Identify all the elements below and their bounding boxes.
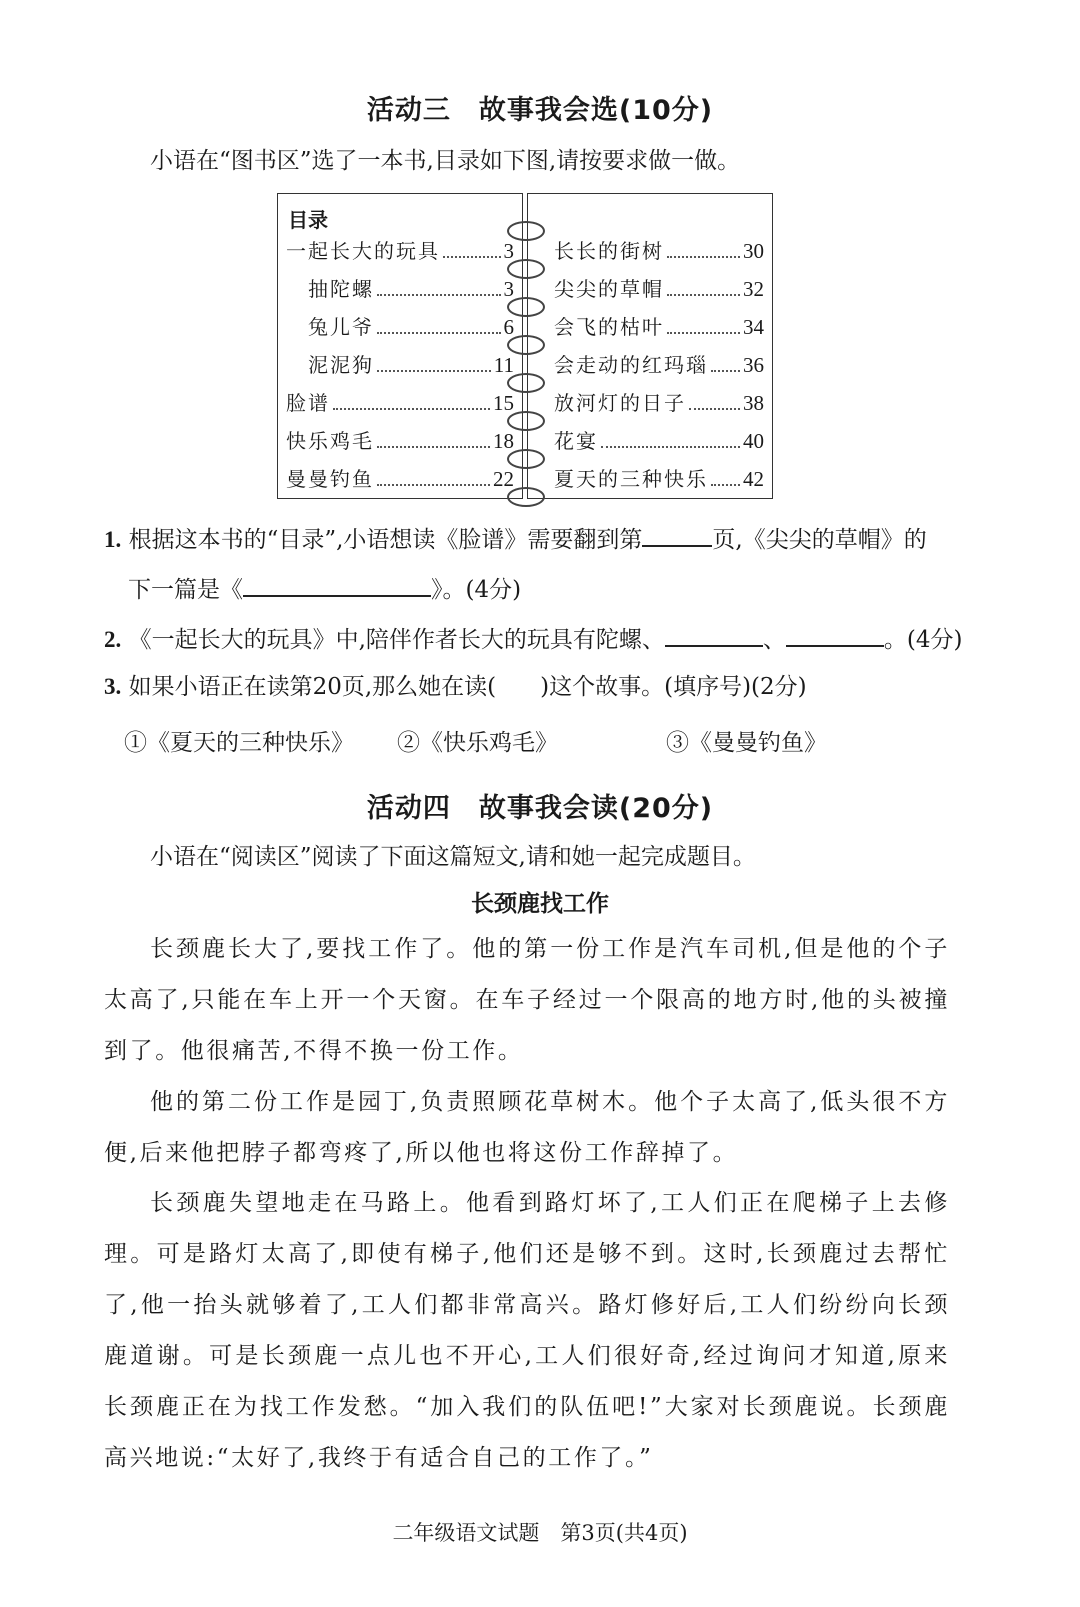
toc-entry-title: 会走动的红玛瑙 [554,353,708,377]
toc-entry-page: 36 [743,353,764,377]
toc-entry [554,428,764,454]
toc-leader-dots [711,370,740,372]
toc-entry-page: 40 [743,429,764,453]
toc-entry [286,466,514,492]
toc-entry-title: 一起长大的玩具 [286,239,440,263]
toc-entry-page: 6 [503,315,514,339]
toc-title: 目录 [288,208,328,232]
question-3: 3. 如果小语正在读第20页,那么她在读( )这个故事。(填序号)(2分) [104,674,807,700]
binding-ring-icon [507,449,545,469]
toc-entry [554,352,764,378]
activity4-heading: 活动四 故事我会读(20分) [366,793,714,824]
question-number: 3. [104,674,122,699]
question-2: 2. 《一起长大的玩具》中,陪伴作者长大的玩具有陀螺、 、 。(4分) [104,621,962,655]
toc-entry-page: 3 [503,277,514,301]
toc-leader-dots [667,294,740,296]
toc-entry-title: 夏天的三种快乐 [554,467,708,491]
question-1: 1. 根据这本书的“目录”,小语想读《脸谱》需要翻到第 页,《尖尖的草帽》的 [104,521,927,555]
toc-leader-dots [333,408,490,410]
story-paragraph-2: 他的第二份工作是园丁,负责照顾花草树木。他个子太高了,低头很不方便,后来他把脖子都弯疼了,所以他也将这份工作辞掉了。 [104,1089,950,1166]
binding-ring-icon [507,335,545,355]
toc-entry-page: 18 [493,429,514,453]
toc-entry-page: 3 [503,239,514,263]
toc-leader-dots [377,370,491,372]
toc-entry-page: 15 [493,391,514,415]
answer-blank[interactable] [665,621,763,647]
story-paragraph-1: 长颈鹿长大了,要找工作了。他的第一份工作是汽车司机,但是他的个子太高了,只能在车上开一个天窗。在车子经过一个限高的地方时,他的头被撞到了。他很痛苦,不得不换一份工作。 [104,936,950,1064]
toc-leader-dots [377,484,490,486]
question-number: 1. [104,527,122,552]
toc-leader-dots [667,256,740,258]
toc-entry [554,238,764,264]
toc-leader-dots [689,408,740,410]
question-1-cont: 下一篇是《 》。(4分) [128,571,521,605]
activity3-intro: 小语在“图书区”选了一本书,目录如下图,请按要求做一做。 [150,148,741,174]
answer-blank[interactable] [786,621,884,647]
toc-entry-title: 放河灯的日子 [554,391,686,415]
page-footer: 二年级语文试题 第3页(共4页) [392,1521,688,1545]
option-1: ①《夏天的三种快乐》 [124,730,354,756]
story-title: 长颈鹿找工作 [471,891,609,917]
toc-entry [554,314,764,340]
toc-entry-title: 尖尖的草帽 [554,277,664,301]
toc-entry-title: 抽陀螺 [308,277,374,301]
answer-blank[interactable] [642,521,712,547]
binding-ring-icon [507,297,545,317]
toc-leader-dots [377,446,490,448]
toc-entry-title: 脸谱 [286,391,330,415]
toc-leader-dots [377,294,501,296]
toc-leader-dots [601,446,740,448]
toc-entry-page: 34 [743,315,764,339]
toc-entry [308,314,514,340]
toc-entry-title: 兔儿爷 [308,315,374,339]
toc-entry-page: 11 [493,353,514,377]
toc-leader-dots [377,332,501,334]
activity3-heading: 活动三 故事我会选(10分) [366,95,714,126]
toc-leader-dots [667,332,740,334]
toc-entry-title: 会飞的枯叶 [554,315,664,339]
toc-entry-title: 快乐鸡毛 [286,429,374,453]
toc-right-page [527,193,773,499]
toc-left-page [277,193,523,499]
toc-entry-page: 30 [743,239,764,263]
answer-blank[interactable] [243,571,431,597]
activity4-intro: 小语在“阅读区”阅读了下面这篇短文,请和她一起完成题目。 [150,844,756,870]
question-number: 2. [104,627,122,652]
toc-entry [554,276,764,302]
binding-ring-icon [507,411,545,431]
toc-entry [286,428,514,454]
toc-entry-title: 曼曼钓鱼 [286,467,374,491]
toc-entry [286,238,514,264]
binding-ring-icon [507,259,545,279]
toc-entry [554,466,764,492]
toc-entry [308,276,514,302]
option-2: ②《快乐鸡毛》 [397,730,558,756]
toc-entry [286,390,514,416]
toc-entry [554,390,764,416]
toc-entry-title: 泥泥狗 [308,353,374,377]
toc-entry-page: 32 [743,277,764,301]
story-paragraph-3: 长颈鹿失望地走在马路上。他看到路灯坏了,工人们正在爬梯子上去修理。可是路灯太高了,即使有梯子,他们还是够不到。这时,长颈鹿过去帮忙了,他一抬头就够着了,工人们都非常高兴。路灯修好后,工人们纷纷向长颈鹿道谢。可是长颈鹿一点儿也不开心,工人们很好奇,经过询问才知道,原来长颈鹿正在为找工作发愁。“加入我们的队伍吧!”大家对长颈鹿说。长颈鹿高兴地说:“太好了,我终于有适合自己的工作了。” [104,1190,950,1471]
toc-entry-title: 花宴 [554,429,598,453]
option-3: ③《曼曼钓鱼》 [666,730,827,756]
binding-ring-icon [507,221,545,241]
toc-entry-title: 长长的街树 [554,239,664,263]
toc-entry-page: 22 [493,467,514,491]
toc-entry [308,352,514,378]
toc-leader-dots [443,256,501,258]
binding-ring-icon [507,487,545,507]
toc-entry-page: 38 [743,391,764,415]
binding-ring-icon [507,373,545,393]
toc-entry-page: 42 [743,467,764,491]
toc-leader-dots [711,484,740,486]
table-of-contents [277,193,777,501]
